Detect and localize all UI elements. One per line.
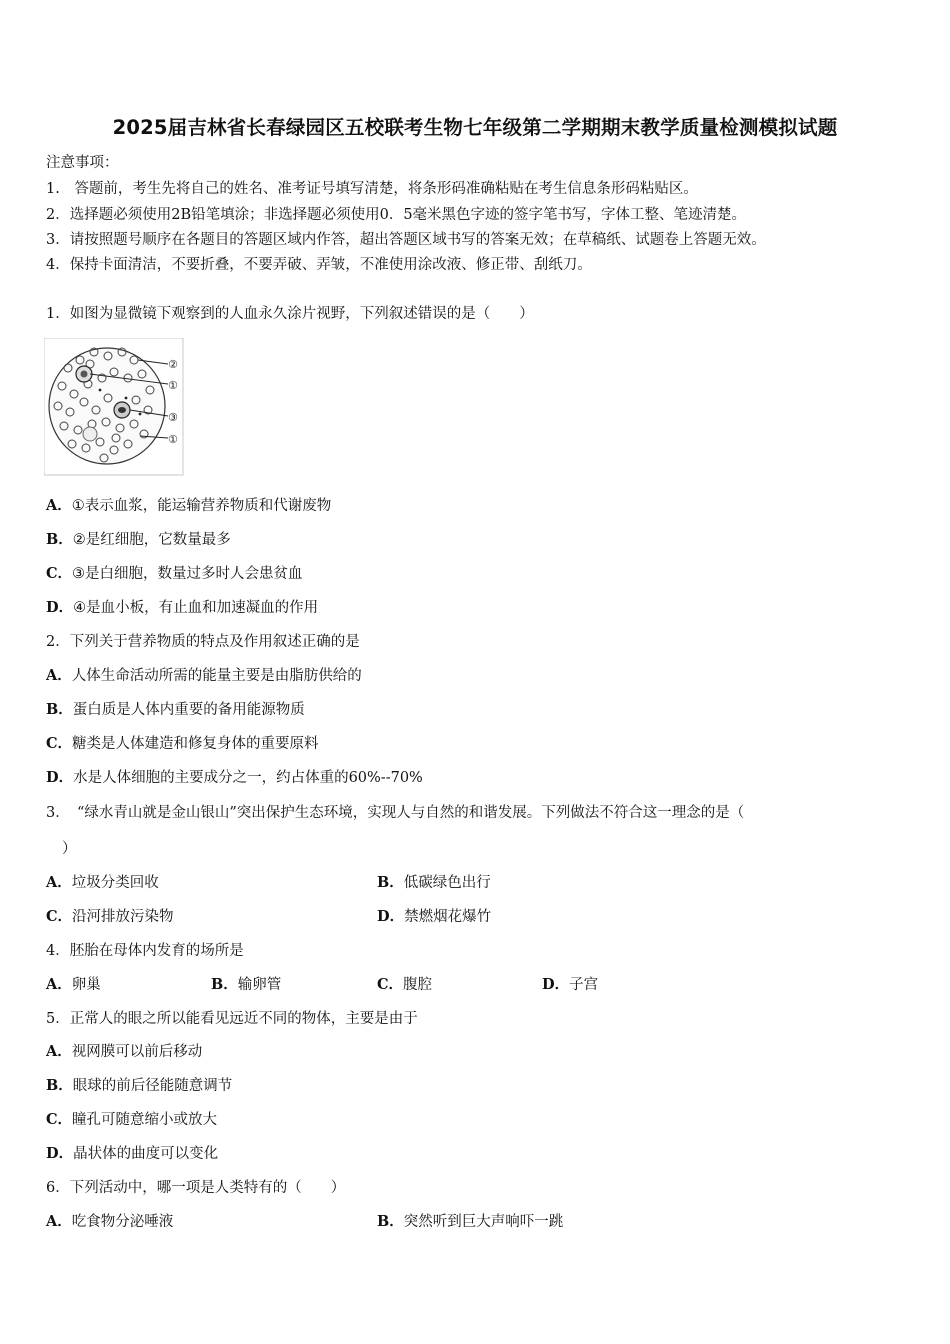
exam-title: 2025届吉林省长春绿园区五校联考生物七年级第二学期期末教学质量检测模拟试题	[112, 116, 838, 139]
notice-item: 2．选择题必须使用2B铅笔填涂；非选择题必须使用0．5毫米黑色字迹的签字笔书写，字体工整、笔迹清楚。	[46, 207, 747, 223]
option-label: C．	[46, 1111, 73, 1128]
figure-label-3: ③	[168, 411, 178, 424]
option-label: A．	[46, 1213, 72, 1230]
option-text: 卵巢	[71, 977, 101, 993]
option-label: D．	[46, 769, 74, 786]
option-label: B．	[377, 1213, 404, 1230]
option-label: A．	[46, 1043, 72, 1060]
option-label: B．	[46, 1077, 73, 1094]
question-6-stem: 6．下列活动中，哪一项是人类特有的（ ）	[46, 1180, 346, 1196]
option	[46, 1142, 218, 1163]
option-text: 禁燃烟花爆竹	[404, 909, 492, 925]
option-label: A．	[46, 667, 72, 684]
option-text: 腹腔	[403, 977, 433, 993]
option	[377, 905, 491, 926]
notice-heading: 注意事项：	[46, 155, 119, 171]
option-text: ③是白细胞，数量过多时人会患贫血	[72, 566, 303, 582]
option-label: B．	[211, 976, 238, 993]
option	[46, 494, 331, 515]
option-label: C．	[46, 735, 73, 752]
question-2-stem: 2．下列关于营养物质的特点及作用叙述正确的是	[46, 634, 360, 650]
option-text: 低碳绿色出行	[403, 875, 491, 891]
question-3-stem-continued: ）	[62, 841, 77, 857]
option-text: 吃食物分泌唾液	[71, 1214, 174, 1230]
option-label: B．	[46, 531, 73, 548]
option	[46, 664, 362, 685]
option	[46, 1210, 173, 1231]
option-text: 糖类是人体建造和修复身体的重要原料	[72, 736, 319, 752]
option-text: ②是红细胞，它数量最多	[72, 532, 231, 548]
option-label: A．	[46, 976, 72, 993]
figure-label-4: ①	[168, 433, 178, 446]
option	[46, 905, 174, 926]
option-label: B．	[377, 874, 404, 891]
option	[542, 973, 598, 994]
option	[46, 596, 318, 617]
blood-smear-figure	[44, 338, 184, 476]
option	[46, 732, 319, 753]
option-text: 人体生命活动所需的能量主要是由脂肪供给的	[71, 668, 362, 684]
notice-item: 3．请按照题号顺序在各题目的答题区域内作答，超出答题区域书写的答案无效；在草稿纸、试题卷上答题无效。	[46, 232, 766, 248]
option	[46, 528, 231, 549]
option-text: 水是人体细胞的主要成分之一，约占体重的60%--70%	[73, 770, 423, 786]
option-label: D．	[377, 908, 405, 925]
option	[211, 973, 281, 994]
option-text: 晶状体的曲度可以变化	[73, 1146, 219, 1162]
option-text: 子宫	[569, 977, 599, 993]
question-5-stem: 5．正常人的眼之所以能看见远近不同的物体，主要是由于	[46, 1011, 418, 1027]
option	[46, 1108, 217, 1129]
option-text: ①表示血浆，能运输营养物质和代谢废物	[71, 498, 332, 514]
option	[377, 871, 491, 892]
option-label: D．	[46, 599, 74, 616]
option-text: 输卵管	[237, 977, 282, 993]
option-text: ④是血小板，有止血和加速凝血的作用	[73, 600, 319, 616]
option	[46, 871, 159, 892]
option-label: A．	[46, 497, 72, 514]
option-text: 蛋白质是人体内重要的备用能源物质	[72, 702, 305, 718]
notice-item: 4．保持卡面清洁，不要折叠，不要弄破、弄皱，不准使用涂改液、修正带、刮纸刀。	[46, 257, 592, 273]
blood-smear-image	[44, 338, 184, 476]
question-4-stem: 4．胚胎在母体内发育的场所是	[46, 943, 244, 959]
option	[377, 973, 432, 994]
option-text: 沿河排放污染物	[72, 909, 174, 925]
option-label: C．	[46, 908, 73, 925]
question-1-stem: 1．如图为显微镜下观察到的人血永久涂片视野，下列叙述错误的是（ ）	[46, 306, 534, 322]
option-label: D．	[46, 1145, 74, 1162]
option-label: D．	[542, 976, 570, 993]
option	[46, 698, 305, 719]
option-text: 视网膜可以前后移动	[71, 1044, 203, 1060]
option	[46, 1074, 232, 1095]
option	[46, 562, 303, 583]
option-text: 突然听到巨大声响吓一跳	[403, 1214, 564, 1230]
option-label: B．	[46, 701, 73, 718]
option-text: 垃圾分类回收	[71, 875, 159, 891]
figure-label-1: ①	[168, 379, 178, 392]
option	[46, 1040, 202, 1061]
option-text: 眼球的前后径能随意调节	[72, 1078, 233, 1094]
option-text: 瞳孔可随意缩小或放大	[72, 1112, 218, 1128]
notice-item: 1. 答题前，考生先将自己的姓名、准考证号填写清楚，将条形码准确粘贴在考生信息条形码粘贴区。	[46, 181, 698, 197]
option	[46, 973, 101, 994]
option	[377, 1210, 563, 1231]
figure-label-2: ②	[168, 358, 178, 371]
question-3-stem: 3． “绿水青山就是金山银山”突出保护生态环境，实现人与自然的和谐发展。下列做法不符合这一理念的是（	[46, 805, 745, 821]
option	[46, 766, 423, 787]
option-label: A．	[46, 874, 72, 891]
option-label: C．	[377, 976, 404, 993]
option-label: C．	[46, 565, 73, 582]
